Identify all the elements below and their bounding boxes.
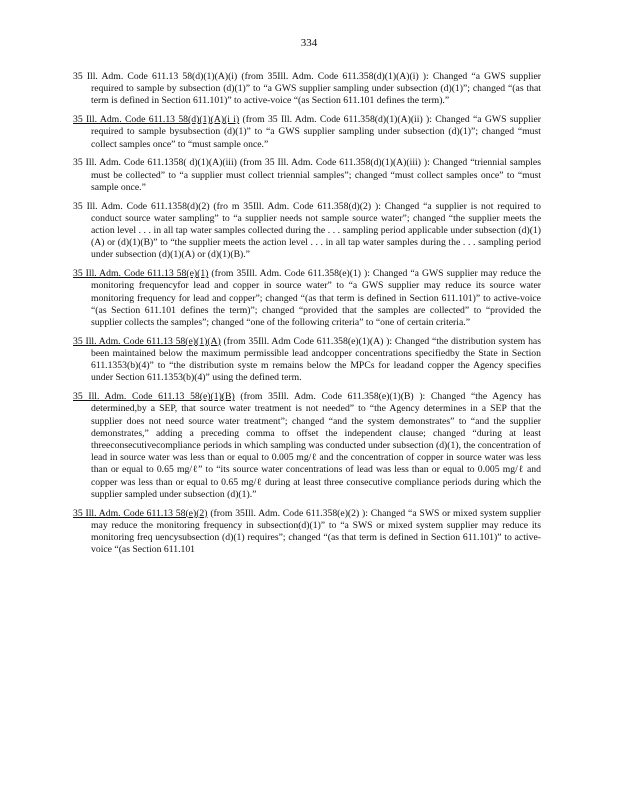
- entry-text: (from 35Ill. Adm. Code 611.358(d)(1)(A)(i) ): Changed “a GWS supplier required to sample by subsection (d)(1)” to “a GWS supplier sampling under subsection (d)(1)”; changed “(as that term is defined in Section 611.101)” to active-voice “(as Section 611.101 defines the term).”: [91, 71, 541, 107]
- entry-text: (from 35 Ill. Adm. Code 611.358(d)(1)(A)(ii) ): Changed “a GWS supplier required to sample bysubsection (d)(1)” to “a GWS supplier sampling under subsection (d)(1)”; changed “must collect samples once” to “must sample once.”: [91, 114, 541, 150]
- amendment-entry: [73, 114, 541, 151]
- amendment-entry: [73, 201, 541, 262]
- entry-citation: 35 Ill. Adm. Code 611.13 58(e)(1)(A): [73, 335, 221, 347]
- entry-text: (from 35Ill. Adm Code 611.358(e)(1)(A) ): Changed “the distribution system has been maintained below the maximum permissible lead andcopper concentrations specifiedby the State in Section 611.1353(b)(4)” to “the distribution syste m remains below the MPCs for leadand copper the Agency specifies under Section 611.1353(b)(4)” using the defined term.: [91, 335, 541, 384]
- amendment-entry: [73, 71, 541, 108]
- entry-citation: 35 Ill. Adm. Code 611.13 58(e)(2): [73, 507, 208, 519]
- entry-text: (from 35Ill. Adm. Code 611.358(e)(2) ): Changed “a SWS or mixed system supplier may reduce the monitoring frequency in subsection(d)(1)” to “a SWS or mixed system supplier may reduce its monitoring freq uencysubsection (d)(1) requires”; changed “(as that term is defined in Section 611.101)” to active-voice “(as Section 611.101: [91, 507, 542, 556]
- entry-citation: 35 Ill. Adm. Code 611.13 58(e)(1): [73, 268, 209, 280]
- entry-text: (fro m 35Ill. Adm. Code 611.358(d)(2) ): Changed “a supplier is not required to conduct source water sampling” to “a supplier needs not sample source water”; changed “the supplier meets the action level . . . in all tap water samples collected during the . . . sampling period applicable under subsection (d)(1)(A) or (d)(1)(B)” to “the supplier meets the action level . . . in all tap water samples during the . . . sampling period under subsection (d)(1)(A) or (d)(1)(B).”: [91, 200, 541, 261]
- page-number: 334: [300, 37, 318, 49]
- amendment-entry: [73, 391, 541, 501]
- entry-citation: 35 Ill. Adm. Code 611.1358( d)(1)(A)(iii): [73, 157, 237, 169]
- amendment-list: [73, 71, 541, 563]
- entry-citation: 35 Ill. Adm. Code 611.1358(d)(2): [73, 200, 210, 212]
- entry-text: (from 35Ill. Adm. Code 611.358(e)(1)(B) ): Changed “the Agency has determined,by a SEP, that source water treatment is not needed” to “the Agency determines in a SEP that the supplier does not need source water treatment”; changed “and the system demonstrates” to “and the supplier demonstrates,” adding a preceding comma to offset the independent clause; changed “during at least threeconsecutivecompliance periods in which sampling was conducted under subsection (d)(1), the concentration of lead in source water was less than or equal to 0.005 mg/ℓ and the concentration of copper in source water was less than or equal to 0.65 mg/ℓ” to “its source water concentrations of lead was less than or equal to 0.005 mg/ℓ and copper was less than or equal to 0.65 mg/ℓ during at least three consecutive compliance periods during which the supplier sampled under subsection (d)(1).”: [91, 391, 541, 500]
- entry-citation: 35 Ill. Adm. Code 611.13 58(d)(1)(A)(i): [73, 71, 238, 82]
- amendment-entry: [73, 336, 541, 385]
- amendment-entry: [73, 157, 541, 194]
- amendment-entry: [73, 268, 541, 329]
- entry-text: (from 35Ill. Adm. Code 611.358(e)(1) ): Changed “a GWS supplier may reduce the monitoring frequencyfor lead and copper in source water” to “a GWS supplier may reduce its source water monitoring frequency for lead and copper”; changed “(as that term is defined in Section 611.101)” to active-voice “(as Section 611.101 defines the term)”; changed “provided that the samples are collected” to “provided the supplier collects the samples”; changed “one of the following criteria” to “one of certain criteria.”: [91, 268, 541, 329]
- entry-text: (from 35 Ill. Adm. Code 611.358(d)(1)(A)(iii) ): Changed “triennial samples must be collected” to “a supplier must collect triennial samples”; changed “must collect samples once” to “must sample once.”: [91, 157, 541, 193]
- entry-citation: 35 Ill. Adm. Code 611.13 58(e)(1)(B): [73, 391, 235, 403]
- amendment-entry: [73, 508, 541, 557]
- entry-citation: 35 Ill. Adm. Code 611.13 58(d)(1)(A)(i i): [73, 114, 240, 126]
